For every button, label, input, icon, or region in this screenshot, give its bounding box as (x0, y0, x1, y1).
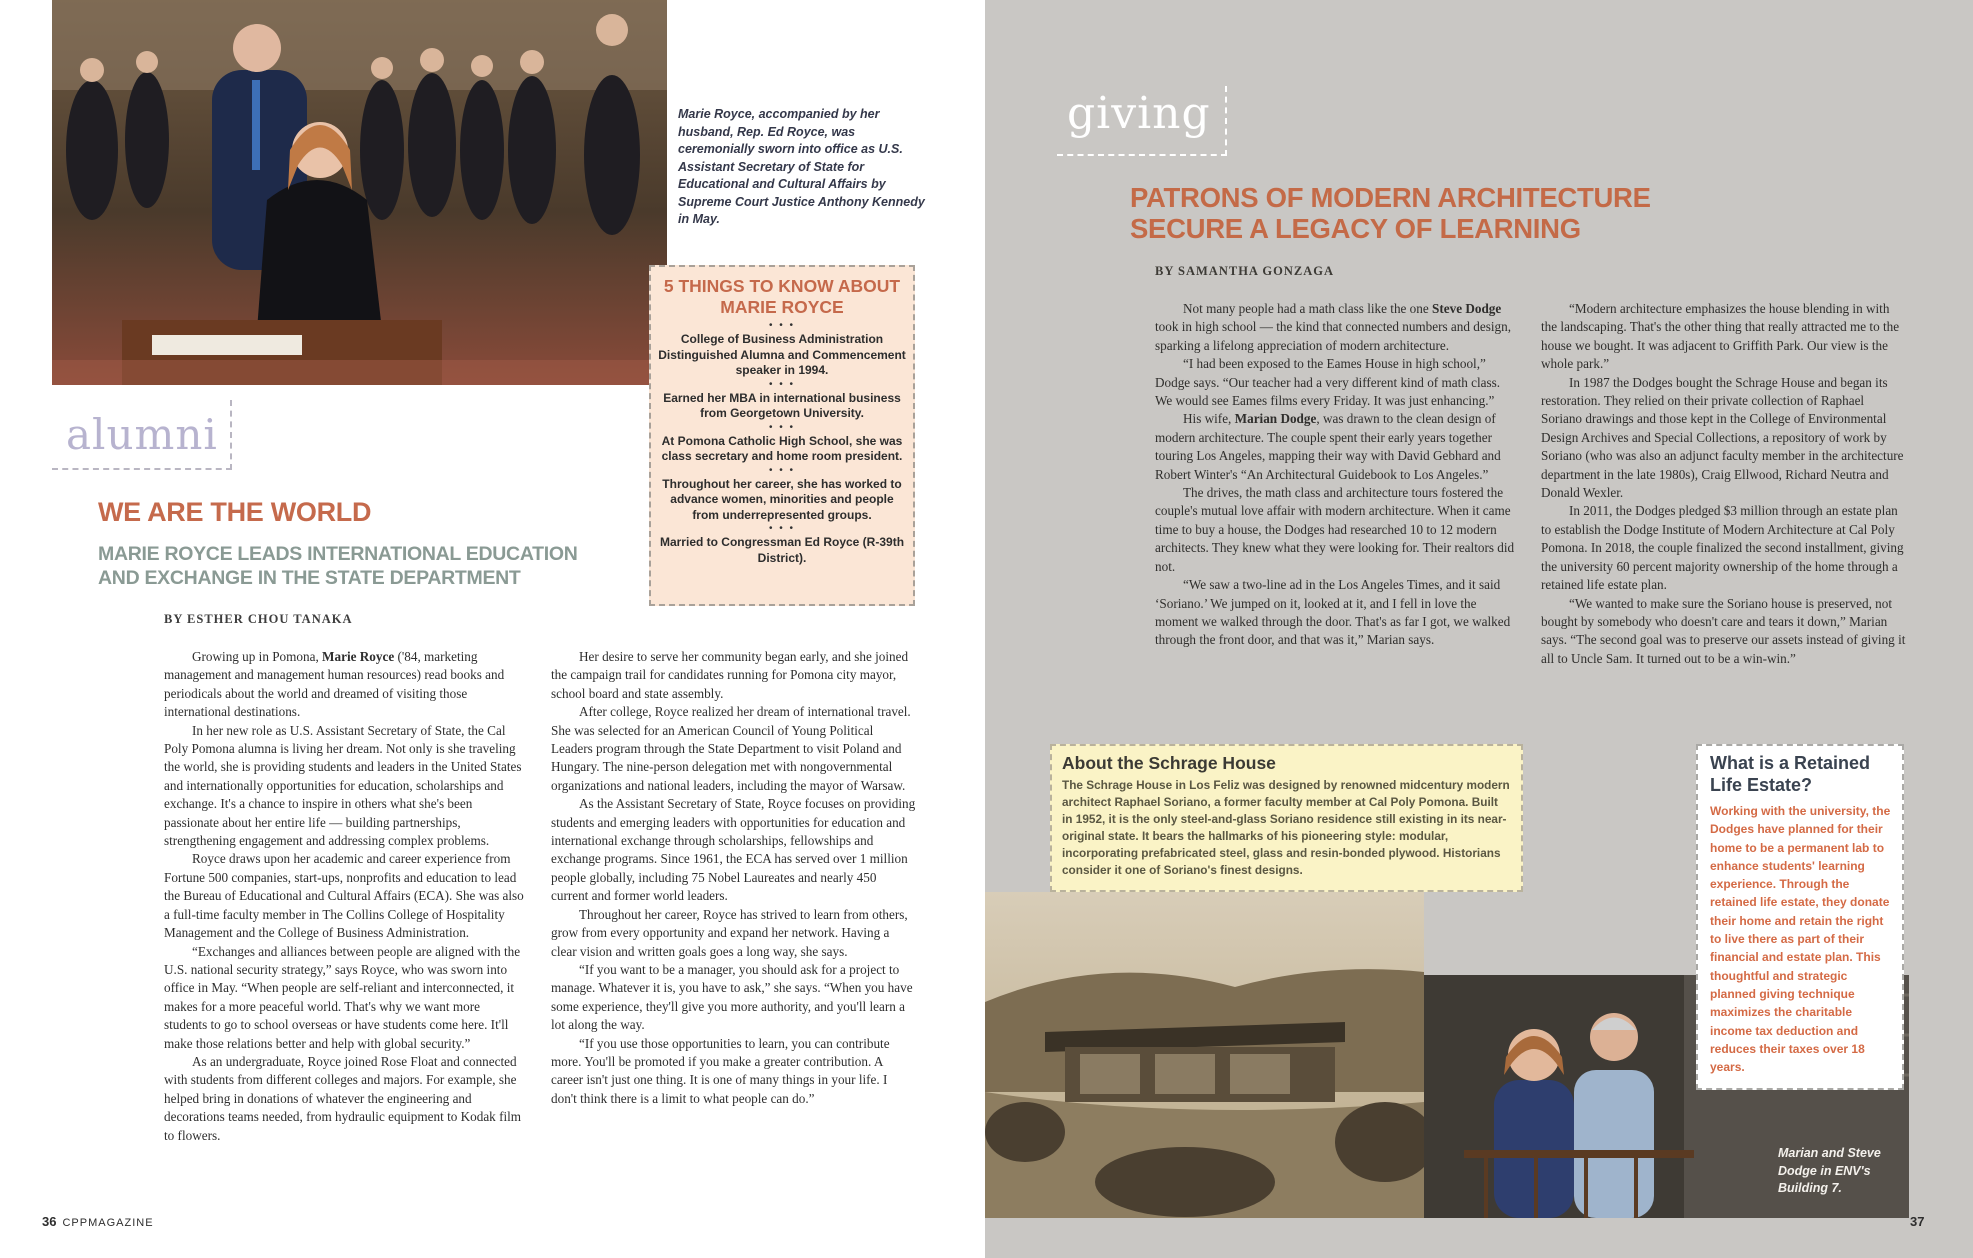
five-things-item: Throughout her career, she has worked to advance women, minorities and people from underrepresented groups. (662, 476, 902, 522)
page-number: 36 (42, 1214, 57, 1229)
left-body-column-1 (164, 648, 524, 1145)
paragraph: “If you use those opportunities to learn, you can contribute more. You'll be promoted if you make a greater contribution. A career isn't just one thing. It is one of many things in your life. I don't think there is a limit to what people can do.” (551, 1035, 890, 1106)
schrage-house-photo (985, 892, 1424, 1218)
dodge-photo-caption: Marian and Steve Dodge in ENV's Building 7. (1778, 1146, 1881, 1195)
paragraph: “Modern architecture emphasizes the house blending in with the landscaping. That's the other thing that really attracted me to the house we bought. It was adjacent to Griffith Park. Our view is the whole park.” (1541, 301, 1900, 372)
paragraph: Royce draws upon her academic and career experience from Fortune 500 companies, start-ups, nonprofits and education to lead the Bureau of Educational and Cultural Affairs (ECA). She was also a full-time faculty member in The Collins College of Hospitality Management and the College of Business Administration. (164, 851, 524, 941)
left-page (0, 0, 985, 1258)
section-tag-giving (1057, 86, 1227, 156)
five-things-item: Married to Congressman Ed Royce (R-39th District). (659, 535, 905, 565)
article-byline: BY ESTHER CHOU TANAKA (164, 612, 353, 626)
article-subhead: MARIE ROYCE LEADS INTERNATIONAL EDUCATION AND EXCHANGE IN THE STATE DEPARTMENT (98, 543, 578, 589)
about-box-title: About the Schrage House (1062, 753, 1276, 773)
right-body-column-1 (1155, 300, 1516, 650)
paragraph: As the Assistant Secretary of State, Royce focuses on providing students and emerging leaders with opportunities for education and international exchange through scholarships, fellowships and exchange programs. Since 1961, the ECA has served over 1 million people globally, including 75 Nobel Laureates and nearly 450 current and former world leaders. (551, 796, 916, 904)
five-things-item: At Pomona Catholic High School, she was class secretary and home room president. (661, 433, 903, 463)
paragraph: In her new role as U.S. Assistant Secretary of State, the Cal Poly Pomona alumna is living her dream. Not only is she traveling the world, she is providing students and leaders in the United States and internationally opportunities for education, scholarships and exchange. It's a chance to inspire in others what she's been passionate about her entire life — building partnerships, strengthening engagement and addressing complex problems. (164, 722, 522, 849)
folio-left (42, 1214, 154, 1229)
section-tag-alumni (52, 400, 232, 470)
paragraph: “We saw a two-line ad in the Los Angeles Times, and it said ‘Soriano.’ We jumped on it, looked at it, and I fell in love the moment we walked through the door. That's as far I got, we walked through the front door, and that was it,” Marian says. (1155, 577, 1511, 648)
paragraph: After college, Royce realized her dream of international travel. She was selected for an American Council of Young Political Leaders program through the State Department to visit Poland and Hungary. The nine-person delegation met with nongovernmental organizations and national leaders, including the mayor of Warsaw. (551, 704, 911, 793)
section-tag-text: alumni (66, 410, 218, 459)
paragraph: “We wanted to make sure the Soriano house is preserved, not bought by somebody who doesn't care and tears it down,” Marian says. “The second goal was to preserve our assets instead of giving it all to Uncle Sam. It turned out to be a win-win.” (1541, 595, 1906, 666)
paragraph: As an undergraduate, Royce joined Rose Float and connected with students from different colleges and majors. For example, she helped bring in donations of whatever the engineering and decorations teams needed, from hydraulic equipment to Kodak film to flowers. (164, 1053, 522, 1143)
paragraph: In 2011, the Dodges pledged $3 million through an estate plan to establish the Dodge Institute of Modern Architecture at Cal Poly Pomona. In 2018, the couple finalized the second installment, giving the university 60 percent majority ownership of the home through a retained life estate plan. (1541, 503, 1904, 593)
folio-right: 37 (1910, 1214, 1925, 1229)
separator: • • • (768, 523, 796, 534)
paragraph: Not many people had a math class like the one Steve Dodge took in high school — the kind that connected numbers and design, sparking a lifelong appreciation of modern architecture. (1155, 301, 1511, 353)
magazine-name: CPPMAGAZINE (62, 1217, 154, 1229)
separator: • • • (768, 320, 796, 331)
five-things-title: 5 THINGS TO KNOW ABOUT MARIE ROYCE (663, 276, 901, 317)
separator: • • • (768, 464, 796, 476)
swearing-in-caption: Marie Royce, accompanied by her husband, Rep. Ed Royce, was ceremonially sworn into office as U.S. Assistant Secretary of State for Educational and Cultural Affairs by Supreme Court Justice Anthony Kennedy in May. (678, 107, 925, 226)
paragraph: “Exchanges and alliances between people are aligned with the U.S. national security strategy,” says Royce, who was sworn into office in May. “When people are self-reliant and interconnected, it makes for a more peaceful world. That's why we want more students to go to school overseas or have students come here. It'll make those relations better and help with global security.” (164, 943, 521, 1051)
five-things-box (649, 265, 915, 606)
paragraph: The drives, the math class and architecture tours fostered the couple's mutual love affair with modern architecture. When it came time to buy a house, the Dodges had researched 10 to 12 modern architects. They knew what they were looking for. Their realtors did not. (1155, 485, 1515, 574)
about-schrage-house-box (1050, 744, 1523, 892)
five-things-item: College of Business Administration Distinguished Alumna and Commencement speaker in 1994. (658, 332, 906, 377)
right-body-column-2 (1541, 300, 1907, 668)
separator: • • • (768, 378, 796, 390)
paragraph: In 1987 the Dodges bought the Schrage House and began its restoration. They relied on their private collection of Raphael Soriano drawings and those kept in the College of Environmental Design Archives and Special Collections, a repository of work by Soriano (who was also an adjunct faculty member in the architecture department in the late 1980s), Craig Ellwood, Richard Neutra and Donald Wexler. (1541, 374, 1904, 501)
retained-life-estate-box (1696, 744, 1904, 1090)
retained-box-body: Working with the university, the Dodges have planned for their home to be a permanent lab to enhance students' learning experience. Through the retained life estate, they donate their home and retain the right to live there as part of their financial and estate plan. This thoughtful and strategic planned giving technique maximizes the charitable income tax deduction and reduces their taxes over 18 years. (1710, 804, 1891, 1075)
about-box-body: The Schrage House in Los Feliz was designed by renowned midcentury modern architect Raphael Soriano, a former faculty member at Cal Poly Pomona. Built in 1952, it is the only steel-and-glass Soriano residence still existing in its near-original state. It bears the hallmarks of his pioneering style: modular, incorporating prefabricated steel, glass and resin-bonded plywood. Historians consider it one of Soriano's finest designs. (1062, 778, 1510, 877)
retained-box-title: What is a Retained Life Estate? (1710, 753, 1871, 795)
section-tag-text: giving (1067, 88, 1211, 139)
left-body-column-2 (551, 648, 916, 1108)
paragraph: Her desire to serve her community began early, and she joined the campaign trail for candidates running for Pomona city mayor, school board and state assembly. (551, 649, 909, 701)
article-headline: PATRONS OF MODERN ARCHITECTURE SECURE A LEGACY OF LEARNING (1130, 182, 1651, 244)
article-byline: BY SAMANTHA GONZAGA (1155, 264, 1334, 278)
separator: • • • (768, 421, 796, 433)
paragraph: Growing up in Pomona, Marie Royce ('84, marketing management and management human resources) read books and periodicals about the world and dreamed of visiting those international destinations. (164, 649, 505, 720)
paragraph: “If you want to be a manager, you should ask for a project to manage. Whatever it is, you have to ask,” she says. “When you have some experience, they'll give you more authority, and you'll learn a lot along the way. (551, 961, 913, 1033)
paragraph: His wife, Marian Dodge, was drawn to the clean design of modern architecture. The couple spent their early years together touring Los Angeles, mapping their way with David Gebhard and Robert Winter's “An Architectural Guidebook to Los Angeles.” (1155, 411, 1501, 482)
swearing-in-photo (52, 0, 667, 385)
paragraph: Throughout her career, Royce has strived to learn from others, grow from every opportunity and expand her network. Having a clear vision and written goals goes a long way, she says. (551, 906, 908, 959)
article-headline: WE ARE THE WORLD (98, 497, 372, 527)
five-things-item: Earned her MBA in international business from Georgetown University. (663, 390, 901, 420)
paragraph: “I had been exposed to the Eames House in high school,” Dodge says. “Our teacher had a very different kind of math class. We would see Eames films every Friday. It was just enhancing.” (1155, 356, 1501, 409)
